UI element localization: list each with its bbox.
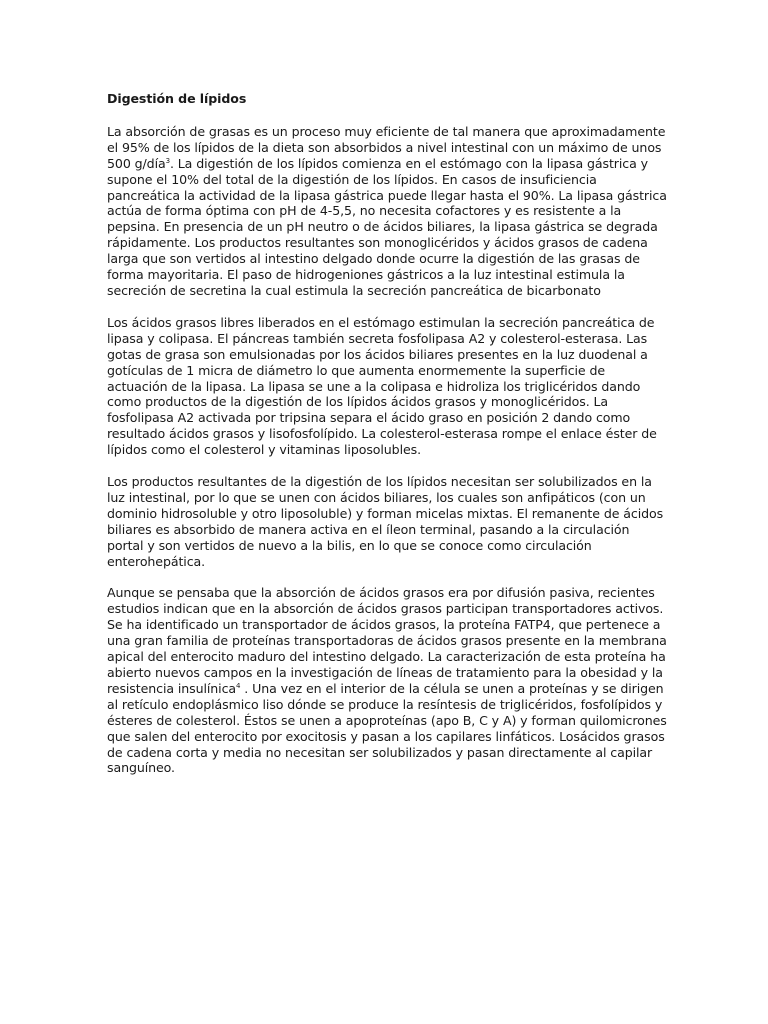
document-title: Digestión de lípidos (107, 91, 247, 106)
paragraph-2: Los ácidos grasos libres liberados en el estómago estimulan la secreción pancreática de lipasa y colipasa. El páncreas también secreta fosfolipasa A2 y colesterol-esterasa. Las gotas de grasa son emulsionadas por los ácidos biliares presentes en la luz duodenal a gotículas de 1 micra de diámetro lo que aumenta enormemente la superficie de actuación de la lipasa. La lipasa se une a la colipasa e hidroliza los triglicéridos dando como productos de la digestión de los lípidos ácidos grasos y monoglicéridos. La fosfolipasa A2 activada por tripsina separa el ácido graso en posición 2 dando como resultado ácidos grasos y lisofosfolípido. La colesterol-esterasa rompe el enlace éster de lípidos como el colesterol y vitaminas liposolubles. (107, 314, 657, 458)
paragraph-1-text-b: . La digestión de los lípidos comienza en el estómago con la lipasa gástrica y supone el 10% del total de la digestión de los lípidos. En casos de insuficiencia pancreática la actividad de la lipasa gástrica puede llegar hasta el 90%. La lipasa gástrica actúa de forma óptima con pH de 4-5,5, no necesita cofactores y es resistente a la pepsina. En presencia de un pH neutro o de ácidos biliares, la lipasa gástrica se degrada rápidamente. Los productos resultantes son monoglicéridos y ácidos grasos de cadena larga que son vertidos al intestino delgado donde ocurre la digestión de las grasas de forma mayoritaria. El paso de hidrogeniones gástricos a la luz intestinal estimula la secreción de secretina la cual estimula la secreción pancreática de bicarbonato (107, 155, 667, 298)
paragraph-4-text-a: Aunque se pensaba que la absorción de ácidos grasos era por difusión pasiva, recientes estudios indican que en la absorción de ácidos grasos participan transportadores activos. Se ha identificado un transportador de ácidos grasos, la proteína FATP4, que pertenece a una gran familia de proteínas transportadoras de ácidos grasos presente en la membrana apical del enterocito maduro del intestino delgado. La caracterización de esta proteína ha abierto nuevos campos en la investigación de líneas de tratamiento para la obesidad y la resistencia insulínica (107, 585, 667, 696)
document-body (107, 91, 667, 792)
footnote-ref-3: 3 (165, 156, 170, 165)
paragraph-4 (107, 585, 667, 776)
paragraph-4-text-b: . Una vez en el interior de la célula se unen a proteínas y se dirigen al retículo endoplásmico liso dónde se produce la resíntesis de triglicéridos, fosfolípidos y ésteres de colesterol. Éstos se unen a apoproteínas (apo B, C y A) y forman quilomicrones que salen del enterocito por exocitosis y pasan a los capilares linfáticos. Losácidos grasos de cadena corta y media no necesitan ser solubilizados y pasan directamente al capilar sanguíneo. (107, 680, 667, 776)
footnote-ref-4: 4 (236, 681, 241, 690)
paragraph-1 (107, 124, 667, 299)
paragraph-3: Los productos resultantes de la digestión de los lípidos necesitan ser solubilizados en la luz intestinal, por lo que se unen con ácidos biliares, los cuales son anfipáticos (con un dominio hidrosoluble y otro liposoluble) y forman micelas mixtas. El remanente de ácidos biliares es absorbido de manera activa en el íleon terminal, pasando a la circulación portal y son vertidos de nuevo a la bilis, en lo que se conoce como circulación enterohepática. (107, 474, 664, 569)
paragraph-1-text-a: La absorción de grasas es un proceso muy eficiente de tal manera que aproximadamente el 95% de los lípidos de la dieta son absorbidos a nivel intestinal con un máximo de unos 500 g/día (107, 123, 666, 171)
